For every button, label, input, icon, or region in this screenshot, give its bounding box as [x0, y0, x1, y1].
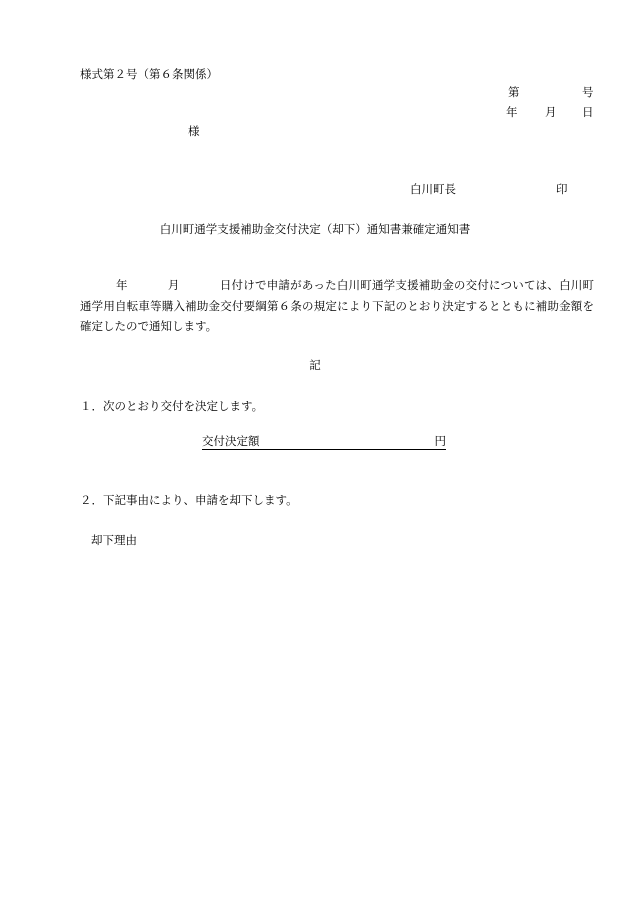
rejection-reason-label: 却下理由 — [91, 533, 137, 547]
number-prefix: 第 — [508, 85, 520, 99]
item-2-text: ２．下記事由により、申請を却下します。 — [80, 493, 298, 507]
date-day-label: 日 — [582, 105, 594, 119]
body-year-label: 年 — [116, 278, 128, 292]
document-title: 白川町通学支援補助金交付決定（却下）通知書兼確定通知書 — [159, 222, 471, 236]
number-suffix: 号 — [582, 85, 594, 99]
grant-amount-label: 交付決定額 — [202, 434, 260, 448]
body-paragraph — [80, 275, 594, 337]
seal-mark: 印 — [556, 182, 568, 196]
item-1-text: １．次のとおり交付を決定します。 — [80, 399, 264, 413]
form-number: 様式第２号（第６条関係） — [80, 67, 218, 81]
body-text: 日付けで申請があった白川町通学支援補助金の交付については、白川町通学用自転車等購入補助金交付要綱第６条の規定により下記のとおり決定するとともに補助金額を確定したので通知します。 — [80, 278, 595, 333]
recipient-suffix: 様 — [188, 124, 200, 138]
grant-amount-line — [202, 433, 446, 450]
body-month-label: 月 — [167, 278, 180, 292]
date-month-label: 月 — [545, 105, 557, 119]
date-year-label: 年 — [506, 105, 518, 119]
sender-name: 白川町長 — [410, 182, 456, 196]
ki-heading: 記 — [309, 358, 321, 372]
grant-amount-unit: 円 — [434, 434, 446, 448]
